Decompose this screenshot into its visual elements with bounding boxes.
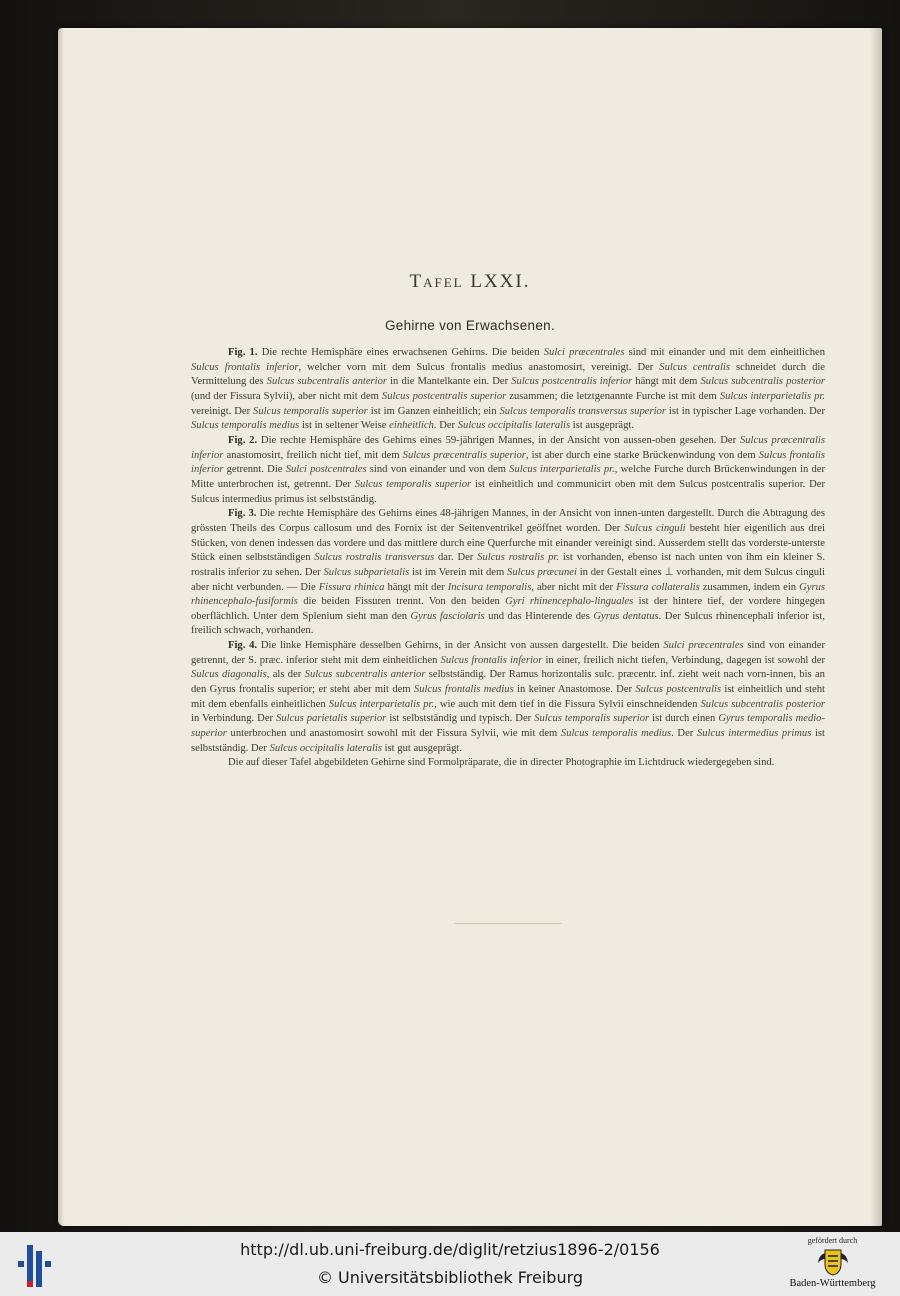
text-segment: anastomosirt, freilich nicht tief, mit dem: [223, 449, 403, 461]
text-segment: ist einheitlich und communicirt oben mit dem Sulcus postcentralis superior. Der Sulcus intermedius primus ist selbstständig.: [191, 478, 825, 505]
text-segment: , ist aber durch eine starke Brückenwindung von dem: [525, 449, 759, 461]
anatomical-term: Sulcus postcentralis inferior: [511, 376, 633, 388]
anatomical-term: Gyrus fasciolaris: [410, 610, 485, 622]
text-segment: Die rechte Hemisphäre des Gehirns eines 48-jährigen Mannes, in der Ansicht von innen-unten dargestellt. Durch die Abtragung des grössten Theils des Corpus callosum und des Fornix ist der Seitenventrikel geöffnet worden. Der: [191, 508, 825, 534]
anatomical-term: Sulcus centralis: [659, 361, 731, 373]
text-segment: sind von einander getrennt, der S. præc. inferior steht mit dem einheitlichen: [191, 640, 825, 666]
figure-paragraph: [191, 507, 825, 639]
anatomical-term: Gyrus dentatus: [593, 610, 659, 622]
anatomical-term: Sulci præcentrales: [663, 640, 744, 652]
text-segment: ist selbstständig und typisch. Der: [386, 713, 535, 725]
anatomical-term: Sulcus interparietalis pr.: [719, 390, 826, 402]
plate-subtitle: Gehirne von Erwachsenen.: [384, 318, 556, 333]
separator-line: [454, 923, 562, 924]
anatomical-term: Sulci præcentrales: [543, 347, 625, 358]
text-segment: und das Hinterende des: [484, 610, 594, 622]
anatomical-term: Gyrus temporalis medio-superior: [191, 713, 826, 740]
anatomical-term: Fissura rhinica: [318, 581, 385, 593]
plate-title: Tafel LXXI.: [409, 271, 531, 292]
anatomical-term: Gyri rhinencephalo-linguales: [505, 596, 634, 608]
anatomical-term: Sulcus temporalis superior: [534, 713, 650, 725]
text-segment: . Der: [671, 728, 697, 740]
text-segment: , aber nicht mit der: [531, 581, 617, 593]
text-segment: zusammen; die letztgenannte Furche ist mit dem: [506, 390, 720, 402]
anatomical-term: Sulcus occipitalis lateralis: [457, 420, 571, 432]
anatomical-term: einheitlich: [389, 420, 434, 432]
anatomical-term: Incisura temporalis: [447, 581, 532, 593]
text-segment: , als der: [266, 669, 305, 681]
text-segment: in die Mantelkante ein. Der: [387, 376, 512, 388]
copyright-notice: © Universitätsbibliothek Freiburg: [316, 1268, 584, 1287]
figure-paragraph: [191, 434, 825, 507]
text-segment: . Der Sulcus rhinencephali inferior ist, freilich schwach, vorhanden.: [191, 610, 825, 637]
anatomical-term: Sulcus rostralis transversus: [314, 552, 435, 564]
sponsor-badge[interactable]: [775, 1235, 890, 1295]
figure-label: Fig. 4.: [228, 640, 258, 652]
anatomical-term: Sulcus parietalis superior: [276, 713, 387, 725]
anatomical-term: Sulcus occipitalis lateralis: [269, 742, 382, 754]
anatomical-term: Sulcus cinguli: [624, 522, 686, 534]
permalink-url[interactable]: http://dl.ub.uni-freiburg.de/diglit/retzius1896-2/0156: [240, 1240, 660, 1259]
anatomical-term: Sulcus subcentralis posterior: [700, 376, 825, 388]
text-segment: schneidet durch die Vermittelung des: [191, 361, 826, 388]
anatomical-term: Sulcus rostralis pr.: [477, 552, 559, 564]
text-segment: zusammen, indem ein: [699, 581, 800, 593]
text-segment: , welche Furche durch Brückenwindungen in der Mitte unterbrochen ist, getrennt. Der: [191, 464, 826, 490]
text-segment: besteht hier eigentlich aus drei Stücken, von denen indessen das vordere und das mittlere durch eine Querfurche mit einander vereinigt sind. Ausserdem stellt das vorderste-unterste Stück einen selbstständigen: [191, 522, 825, 564]
text-segment: dar. Der: [434, 552, 478, 564]
anatomical-term: Sulcus præcentralis inferior: [191, 434, 825, 461]
anatomical-term: Sulcus subparietalis: [323, 566, 410, 578]
text-segment: unterbrochen und anastomosirt sowohl mit der Fissura Sylvii, wie mit dem: [226, 728, 561, 740]
footer-bar: [0, 1232, 900, 1296]
text-segment: Die auf dieser Tafel abgebildeten Gehirne sind Formolpräparate, die in directer Photographie im Lichtdruck wiedergegeben sind.: [228, 757, 775, 769]
anatomical-term: Sulcus præcunei: [507, 566, 577, 578]
text-segment: Die rechte Hemisphäre eines erwachsenen Gehirns. Die beiden: [257, 347, 544, 358]
document-page: [58, 28, 882, 1226]
text-segment: . Der: [433, 420, 458, 432]
description-text: [191, 346, 825, 771]
text-segment: ist selbstständig. Der: [191, 728, 825, 754]
anatomical-term: Gyrus rhinencephalo-fusiformis: [191, 581, 825, 608]
anatomical-term: Sulcus temporalis transversus superior: [499, 405, 666, 417]
figure-paragraph: [191, 756, 825, 771]
text-segment: sind von einander und von dem: [366, 464, 510, 476]
figure-label: Fig. 2.: [228, 434, 258, 446]
text-segment: ist im Verein mit dem: [409, 566, 508, 578]
figure-paragraph: [191, 346, 825, 434]
text-segment: die beiden Fissuren trennt. Von den beiden: [297, 596, 506, 608]
text-segment: ist in seltener Weise: [299, 420, 390, 432]
anatomical-term: Sulcus frontalis inferior: [191, 361, 299, 373]
text-segment: hängt mit dem: [632, 376, 701, 388]
text-segment: , welcher vorn mit dem Sulcus frontalis medius anastomosirt, vereinigt. Der: [298, 361, 660, 373]
anatomical-term: Sulcus temporalis superior: [253, 405, 368, 417]
text-segment: vereinigt. Der: [191, 405, 254, 417]
figure-label: Fig. 3.: [228, 508, 257, 520]
text-segment: ist ausgeprägt.: [570, 420, 634, 432]
figure-label: Fig. 1.: [228, 347, 258, 358]
text-segment: sind mit einander und mit dem einheitlichen: [624, 347, 825, 358]
text-segment: ist im Ganzen einheitlich; ein: [367, 405, 500, 417]
anatomical-term: Sulcus postcentralis: [635, 684, 722, 696]
anatomical-term: Sulcus interparietalis pr.: [328, 698, 435, 710]
anatomical-term: Sulcus subcentralis anterior: [266, 376, 388, 388]
text-segment: ist vorhanden, ebenso ist nach unten von ihm ein kleiner S. rostralis inferior zu sehen. Der: [191, 552, 826, 578]
anatomical-term: Sulcus temporalis superior: [354, 478, 472, 490]
sponsor-caption: gefördert durch: [807, 1236, 858, 1245]
text-segment: ist durch einen: [649, 713, 719, 725]
anatomical-term: Sulcus diagonalis: [191, 669, 267, 681]
anatomical-term: Sulcus intermedius primus: [696, 728, 812, 740]
page-gutter-shadow: [58, 28, 64, 1226]
anatomical-term: Sulcus frontalis inferior: [191, 449, 825, 476]
text-segment: ist der hintere tief, der vordere hingegen oberflächlich. Unter dem Splenium sieht man den: [191, 596, 825, 622]
ub-freiburg-logo-icon[interactable]: [14, 1241, 54, 1287]
anatomical-term: Sulcus præcentralis superior: [402, 449, 526, 461]
text-segment: ist gut ausgeprägt.: [381, 742, 462, 754]
anatomical-term: Sulci postcentrales: [285, 464, 367, 476]
anatomical-term: Sulcus interparietalis pr.: [509, 464, 615, 476]
text-segment: , wie auch mit dem tief in die Fissura Sylvii einschneidenden: [434, 698, 701, 710]
anatomical-term: Fissura collateralis: [616, 581, 700, 593]
anatomical-term: Sulcus temporalis medius: [191, 420, 300, 432]
anatomical-term: Sulcus frontalis inferior: [440, 654, 543, 666]
text-segment: in keiner Anastomose. Der: [513, 684, 636, 696]
anatomical-term: Sulcus temporalis medius: [560, 728, 672, 740]
text-segment: ist in typischer Lage vorhanden. Der: [665, 405, 825, 417]
text-segment: Die linke Hemisphäre desselben Gehirns, in der Ansicht von aussen dargestellt. Die beiden: [257, 640, 664, 652]
page-edge-shadow: [870, 28, 882, 1226]
text-segment: in der Gestalt eines ⊥ vorhanden, mit dem Sulcus cinguli aber nicht verbunden. — Die: [191, 566, 825, 593]
text-segment: ist einheitlich und steht mit dem ebenfalls einheitlichen: [191, 684, 826, 710]
anatomical-term: Sulcus postcentralis superior: [381, 390, 507, 402]
figure-paragraph: [191, 639, 825, 756]
text-segment: in einer, freilich nicht tiefen, Verbindung, dagegen ist sowohl der: [542, 654, 825, 666]
anatomical-term: Sulcus frontalis medius: [413, 684, 514, 696]
text-segment: Die rechte Hemisphäre des Gehirns eines 59-jährigen Mannes, in der Ansicht von aussen-oben gesehen. Der: [257, 434, 740, 446]
baden-wuerttemberg-crest-icon: [815, 1247, 851, 1277]
text-segment: in Verbindung. Der: [191, 713, 277, 725]
text-segment: hängt mit der: [384, 581, 448, 593]
text-segment: getrennt. Die: [223, 464, 286, 476]
sponsor-name: Baden-Württemberg: [789, 1278, 876, 1289]
anatomical-term: Sulcus subcentralis posterior: [700, 698, 825, 710]
text-segment: selbstständig. Der Ramus horizontalis sulc. præcentr. inf. zieht weit nach vorn-innen, bis an den Gyrus frontalis superior; er steht aber mit dem: [191, 669, 825, 696]
anatomical-term: Sulcus subcentralis anterior: [304, 669, 426, 681]
text-segment: (und der Fissura Sylvii), aber nicht mit dem: [191, 390, 382, 402]
